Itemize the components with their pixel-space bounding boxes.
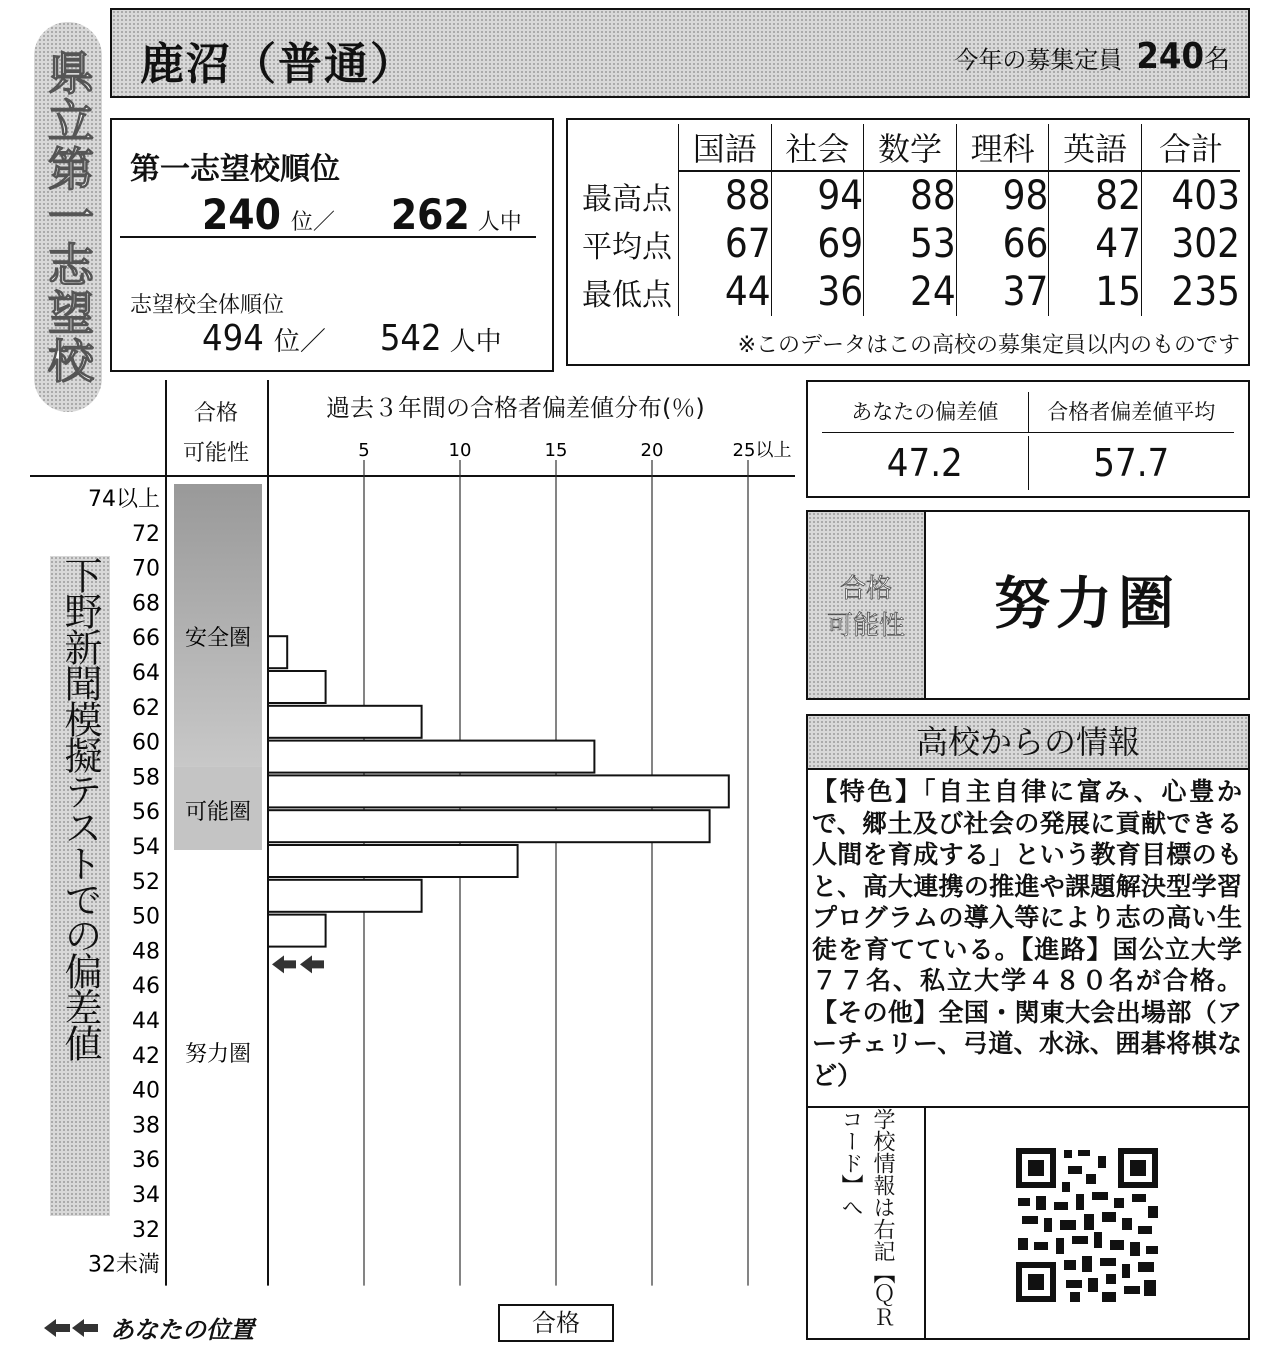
sidebar-label: 県立第一志望校 [41, 49, 95, 385]
overall-total-unit: 人中 [449, 327, 502, 357]
score-row-avg [568, 220, 1240, 268]
possibility-value: 努力圏 [994, 572, 1180, 637]
first-choice-rank: 240 [202, 190, 281, 239]
y-tick-label: 64 [132, 661, 160, 686]
distribution-chart [0, 380, 800, 1295]
y-tick-label: 74以上 [88, 487, 160, 512]
score-cell: 47 [1049, 220, 1142, 268]
overall-label: 志望校全体順位 [130, 293, 285, 318]
score-cell: 37 [956, 268, 1049, 316]
rank-box [110, 118, 554, 372]
total-unit: 人中 [477, 210, 522, 235]
y-tick-label: 52 [132, 869, 160, 895]
y-tick-label: 56 [132, 800, 160, 826]
bar-60 [268, 741, 594, 773]
x-tick-label: 5 [358, 440, 370, 461]
score-cell: 88 [864, 171, 957, 220]
bar-50 [268, 915, 326, 947]
y-tick-label: 38 [132, 1113, 160, 1139]
your-position-marker [272, 955, 324, 973]
bar-58 [268, 775, 729, 807]
bar-66 [268, 636, 287, 668]
y-tick-label: 36 [132, 1148, 160, 1174]
bar-56 [268, 810, 710, 842]
qr-label: 学校情報は右記【ＱＲコード】へ [838, 1108, 895, 1328]
avg-deviation-value: 57.7 [1093, 441, 1170, 485]
x-tick-label: 15 [544, 440, 568, 461]
qr-code[interactable] [1014, 1146, 1160, 1304]
score-header-row [568, 124, 1240, 171]
score-col-header: 社会 [771, 124, 864, 171]
overall-total: 542 [379, 318, 442, 359]
y-tick-label: 42 [132, 1043, 160, 1069]
chart-title: 過去３年間の合格者偏差値分布(％) [326, 394, 705, 422]
pass-legend: 合格 [498, 1304, 614, 1342]
possibility-label-line1: 合格 [839, 574, 892, 604]
y-tick-label: 58 [132, 765, 160, 791]
score-cell: 403 [1141, 171, 1240, 220]
bar-52 [268, 880, 422, 912]
your-position-legend: あなたの位置 [110, 1316, 254, 1344]
score-col-header: 数学 [864, 124, 957, 171]
y-tick-label: 48 [132, 939, 160, 965]
score-cell: 94 [771, 171, 864, 220]
info-box [806, 714, 1250, 1340]
school-header [110, 8, 1250, 98]
score-table-box [566, 118, 1250, 366]
score-row-label: 最低点 [582, 278, 672, 313]
y-tick-label: 60 [132, 730, 160, 756]
zone-label: 安全圏 [184, 626, 252, 652]
score-col-header: 理科 [956, 124, 1049, 171]
y-tick-label: 50 [132, 904, 160, 930]
your-deviation-label: あなたの偏差値 [822, 392, 1029, 432]
rank-divider [120, 236, 536, 238]
x-tick-label: 10 [448, 440, 472, 461]
score-cell: 88 [679, 171, 772, 220]
sidebar-badge [34, 22, 102, 412]
y-tick-label: 70 [132, 556, 160, 582]
info-title: 高校からの情報 [808, 716, 1248, 770]
y-tick-label: 68 [132, 591, 160, 617]
y-tick-label: 34 [132, 1183, 160, 1208]
x-tick-label: 20 [640, 440, 664, 461]
school-name: 鹿沼（普通） [140, 39, 416, 90]
score-row-min [568, 268, 1240, 316]
y-tick-label: 44 [132, 1009, 160, 1034]
score-row-label: 最高点 [582, 181, 672, 217]
possibility-header-line1: 合格 [193, 401, 238, 426]
possibility-header-line2: 可能性 [182, 441, 249, 466]
y-axis-title: 下野新聞模擬テストでの偏差値 [58, 556, 102, 1060]
bar-54 [268, 845, 518, 877]
quota-value: 240 [1136, 36, 1204, 77]
zone-label: 可能圏 [184, 800, 252, 826]
quota-label: 今年の募集定員 [954, 46, 1123, 74]
score-cell: 98 [956, 171, 1049, 220]
score-cell: 53 [864, 220, 957, 268]
score-row-label: 平均点 [582, 230, 672, 265]
y-tick-label: 66 [132, 626, 160, 652]
score-table [568, 124, 1240, 316]
y-tick-label: 46 [132, 974, 160, 1000]
bar-64 [268, 671, 326, 703]
y-tick-label: 72 [132, 521, 160, 547]
possibility-label-line2: 可能性 [826, 611, 905, 641]
overall-rank: 494 [202, 318, 264, 359]
bar-62 [268, 706, 422, 738]
y-tick-label: 62 [132, 695, 160, 721]
zone-safe-band [174, 484, 262, 766]
score-cell: 36 [771, 268, 864, 316]
score-cell: 69 [771, 220, 864, 268]
x-tick-label: 25以上 [732, 440, 792, 461]
first-choice-total: 262 [390, 190, 470, 239]
score-cell: 235 [1141, 268, 1240, 316]
score-cell: 302 [1141, 220, 1240, 268]
overall-rank-unit: 位／ [273, 327, 326, 357]
score-col-header: 英語 [1049, 124, 1142, 171]
avg-deviation-label: 合格者偏差値平均 [1047, 400, 1216, 424]
score-row-max [568, 171, 1240, 220]
score-col-header: 合計 [1141, 124, 1240, 171]
deviation-box [806, 380, 1250, 498]
y-tick-label: 32未満 [88, 1252, 160, 1278]
possibility-box [806, 510, 1250, 700]
score-cell: 82 [1049, 171, 1142, 220]
double-arrow-icon [44, 1317, 102, 1339]
info-text: 【特色】「自主自律に富み、心豊かで、郷土及び社会の発展に貢献できる人間を育成する」という教育目標のもと、高大連携の推進や課題解決型学習プログラムの導入等により志の高い生徒を育てている。【進路】国公立大学７７名、私立大学４８０名が合格。【その他】全国・関東大会出場部（アーチェリー、弓道、水泳、囲碁将棋など） [812, 777, 1242, 1090]
first-choice-label: 第一志望校順位 [130, 152, 340, 187]
y-tick-label: 40 [132, 1078, 160, 1104]
quota-unit: 名 [1203, 45, 1230, 75]
score-cell: 44 [679, 268, 772, 316]
score-cell: 15 [1049, 268, 1142, 316]
score-cell: 66 [956, 220, 1049, 268]
score-cell: 67 [679, 220, 772, 268]
y-tick-label: 32 [132, 1217, 160, 1243]
score-cell: 24 [864, 268, 957, 316]
score-col-header: 国語 [679, 124, 772, 171]
zone-label: 努力圏 [184, 1041, 252, 1067]
your-deviation-value: 47.2 [822, 436, 1029, 490]
y-tick-label: 54 [132, 835, 160, 860]
rank-unit: 位／ [290, 210, 335, 235]
score-note: ※このデータはこの高校の募集定員以内のものです [737, 333, 1240, 358]
